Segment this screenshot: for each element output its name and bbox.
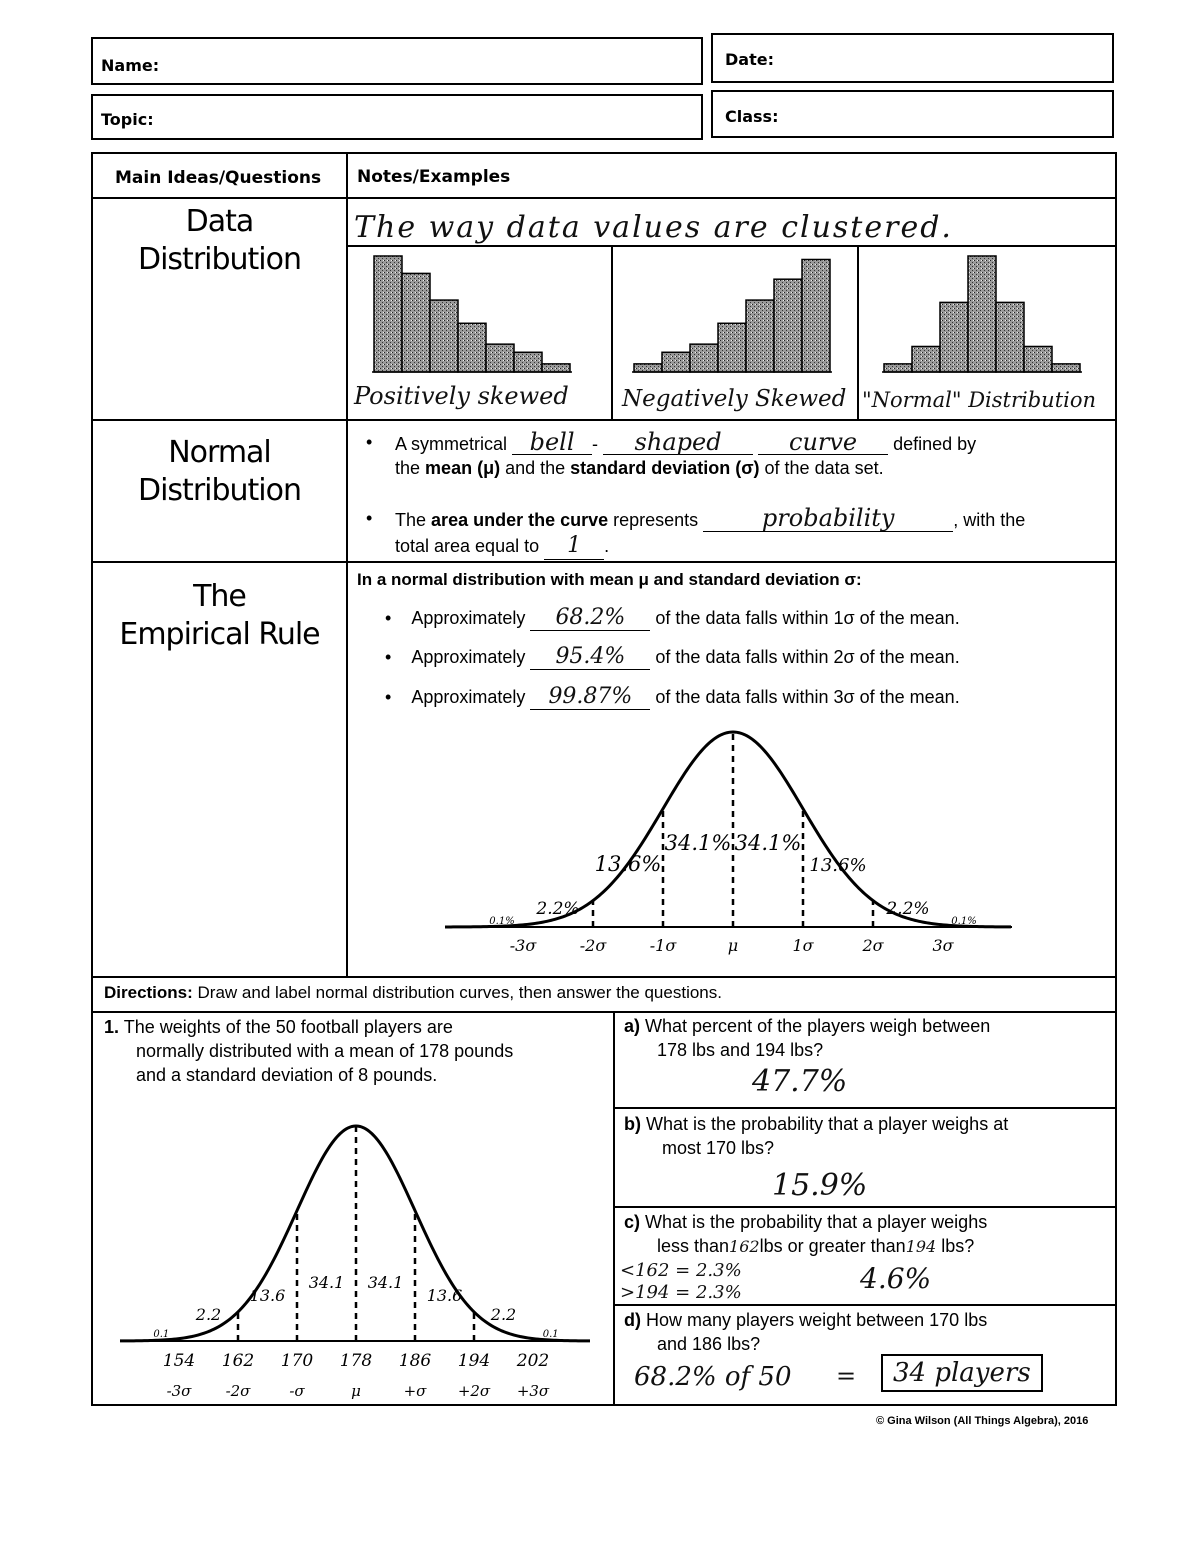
fill-curve: curve bbox=[758, 430, 888, 455]
answer-c: 4.6% bbox=[860, 1262, 932, 1295]
negative-bar-5 bbox=[746, 300, 774, 372]
axis-label: 202 bbox=[516, 1351, 550, 1371]
region-percent: 13.6% bbox=[594, 852, 662, 876]
normal-bar-4 bbox=[968, 256, 996, 372]
axis-label: 178 bbox=[339, 1351, 373, 1371]
row-line-3 bbox=[91, 976, 1117, 978]
answer-d: 34 players bbox=[881, 1354, 1043, 1392]
negative-bar-6 bbox=[774, 279, 802, 372]
negative-bar-2 bbox=[662, 352, 690, 372]
negative-bar-1 bbox=[634, 364, 662, 372]
section-title-normal-distribution: Normal Distribution bbox=[137, 435, 302, 508]
q-line-c bbox=[613, 1304, 1117, 1306]
histogram-normal bbox=[882, 252, 1092, 376]
region-percent: 13.6% bbox=[809, 855, 867, 876]
region-percent: 0.1 bbox=[153, 1329, 170, 1340]
copyright: © Gina Wilson (All Things Algebra), 2016 bbox=[876, 1415, 1089, 1427]
positive-bar-6 bbox=[514, 352, 542, 372]
region-percent: 0.1% bbox=[489, 916, 515, 927]
label-positively-skewed: Positively skewed bbox=[354, 382, 569, 410]
problem-divider bbox=[613, 1011, 615, 1406]
empirical-item-3: • Approximately 99.87% of the data falls within 3σ of the mean. bbox=[385, 684, 960, 709]
section-title-empirical-rule: The Empirical Rule bbox=[119, 579, 320, 652]
row-line-4 bbox=[91, 1011, 1117, 1013]
class-field[interactable] bbox=[711, 90, 1114, 138]
row-line-2 bbox=[91, 561, 1117, 563]
answer-a: 47.7% bbox=[752, 1064, 848, 1099]
negative-bar-3 bbox=[690, 344, 718, 372]
empirical-normal-curve bbox=[440, 725, 1020, 965]
question-a: a) What percent of the players weigh between 178 lbs and 194 lbs? bbox=[624, 1016, 991, 1060]
label-negatively-skewed: Negatively Skewed bbox=[622, 386, 847, 412]
axis-label: -3σ bbox=[166, 1382, 192, 1400]
fill-probability: probability bbox=[703, 505, 953, 532]
normal-bar-1 bbox=[884, 364, 912, 372]
empirical-item-1: • Approximately 68.2% of the data falls within 1σ of the mean. bbox=[385, 605, 960, 630]
column-header-main-ideas: Main Ideas/Questions bbox=[115, 168, 322, 188]
q-line-b bbox=[613, 1206, 1117, 1208]
positive-bar-5 bbox=[486, 344, 514, 372]
axis-label: μ bbox=[727, 936, 739, 955]
empirical-intro: In a normal distribution with mean μ and standard deviation σ: bbox=[357, 570, 862, 589]
region-percent: 13.6 bbox=[249, 1286, 286, 1305]
question-b: b) What is the probability that a player weighs at most 170 lbs? bbox=[624, 1114, 1009, 1158]
axis-label: 194 bbox=[457, 1351, 491, 1371]
definition-data-distribution: The way data values are clustered. bbox=[354, 210, 953, 245]
row-line-1 bbox=[91, 419, 1117, 421]
positive-bar-7 bbox=[542, 364, 570, 372]
region-percent: 0.1% bbox=[951, 916, 977, 927]
section-title-data-distribution: Data Distribution bbox=[137, 204, 302, 277]
work-c-1: <162 = 2.3% bbox=[620, 1260, 742, 1281]
axis-label: 1σ bbox=[792, 936, 814, 955]
fill-one: 1 bbox=[544, 533, 604, 560]
axis-label: 162 bbox=[221, 1351, 255, 1371]
histogram-divider-2 bbox=[857, 245, 859, 419]
question-c: c) What is the probability that a player weighs less than162lbs or greater than194 lbs? bbox=[624, 1212, 988, 1256]
normal-bullet-2: • The area under the curve represents probability , with the total area equal to 1 . bbox=[366, 504, 1026, 558]
empirical-item-2: • Approximately 95.4% of the data falls within 2σ of the mean. bbox=[385, 644, 960, 669]
region-percent: 34.1 bbox=[367, 1273, 404, 1292]
region-percent: 34.1% bbox=[734, 831, 802, 855]
name-label: Name: bbox=[101, 56, 160, 75]
normal-bar-5 bbox=[996, 302, 1024, 372]
column-header-notes: Notes/Examples bbox=[357, 167, 511, 187]
positive-bar-4 bbox=[458, 323, 486, 372]
normal-bar-6 bbox=[1024, 346, 1052, 372]
work-d: 68.2% of 50 bbox=[634, 1362, 792, 1392]
work-c-2: >194 = 2.3% bbox=[620, 1282, 742, 1303]
date-label: Date: bbox=[725, 50, 774, 69]
normal-bar-2 bbox=[912, 346, 940, 372]
topic-label: Topic: bbox=[101, 110, 154, 129]
question-d: d) How many players weight between 170 lbs and 186 lbs? bbox=[624, 1310, 988, 1354]
header-row-line bbox=[91, 197, 1117, 199]
region-percent: 2.2 bbox=[490, 1305, 517, 1324]
axis-label: 170 bbox=[280, 1351, 314, 1371]
bell-curve bbox=[445, 732, 1011, 927]
histogram-divider-1 bbox=[611, 245, 613, 419]
work-d-equals: = bbox=[836, 1362, 857, 1390]
axis-label: 154 bbox=[162, 1351, 196, 1371]
axis-label: +σ bbox=[403, 1382, 427, 1400]
region-percent: 2.2% bbox=[886, 899, 930, 919]
positive-bar-1 bbox=[374, 256, 402, 372]
axis-label: μ bbox=[351, 1382, 361, 1400]
region-percent: 0.1 bbox=[542, 1329, 559, 1340]
label-normal-distribution: "Normal" Distribution bbox=[862, 388, 1097, 412]
axis-label: 2σ bbox=[862, 936, 884, 955]
column-divider bbox=[346, 152, 348, 978]
region-percent: 2.2% bbox=[536, 899, 580, 919]
bell-curve bbox=[120, 1126, 590, 1341]
axis-label: -1σ bbox=[649, 936, 677, 955]
topic-field[interactable] bbox=[91, 94, 703, 140]
axis-label: -σ bbox=[289, 1382, 305, 1400]
negative-bar-7 bbox=[802, 259, 830, 372]
q-line-a bbox=[613, 1107, 1117, 1109]
region-percent: 13.6 bbox=[426, 1286, 463, 1305]
definition-underline bbox=[348, 245, 1115, 247]
axis-label: -2σ bbox=[579, 936, 607, 955]
region-percent: 34.1 bbox=[308, 1273, 345, 1292]
histogram-negative bbox=[632, 252, 842, 376]
normal-bullet-1: • A symmetrical bell - shaped curve defined by the mean (μ) and the standard deviation (σ) of the data set. bbox=[366, 428, 977, 478]
axis-label: +2σ bbox=[457, 1382, 491, 1400]
date-field[interactable] bbox=[711, 33, 1114, 83]
answer-b: 15.9% bbox=[772, 1168, 868, 1203]
positive-bar-3 bbox=[430, 300, 458, 372]
problem-1-text: 1. The weights of the 50 football players are normally distributed with a mean of 178 pounds and a standard deviation of 8 pounds. bbox=[104, 1017, 514, 1085]
fill-shaped: shaped bbox=[603, 430, 753, 455]
region-percent: 34.1% bbox=[664, 831, 732, 855]
region-percent: 2.2 bbox=[195, 1305, 222, 1324]
positive-bar-2 bbox=[402, 273, 430, 372]
axis-label: -2σ bbox=[225, 1382, 251, 1400]
normal-bar-7 bbox=[1052, 364, 1080, 372]
class-label: Class: bbox=[725, 107, 779, 126]
problem-normal-curve bbox=[115, 1115, 595, 1405]
axis-label: -3σ bbox=[509, 936, 537, 955]
name-field[interactable] bbox=[91, 37, 703, 85]
negative-bar-4 bbox=[718, 323, 746, 372]
histogram-positive bbox=[372, 252, 582, 376]
directions: Directions: Draw and label normal distribution curves, then answer the questions. bbox=[104, 983, 722, 1002]
fill-bell: bell bbox=[512, 430, 592, 455]
axis-label: +3σ bbox=[516, 1382, 550, 1400]
normal-bar-3 bbox=[940, 302, 968, 372]
axis-label: 3σ bbox=[932, 936, 954, 955]
axis-label: 186 bbox=[398, 1351, 432, 1371]
